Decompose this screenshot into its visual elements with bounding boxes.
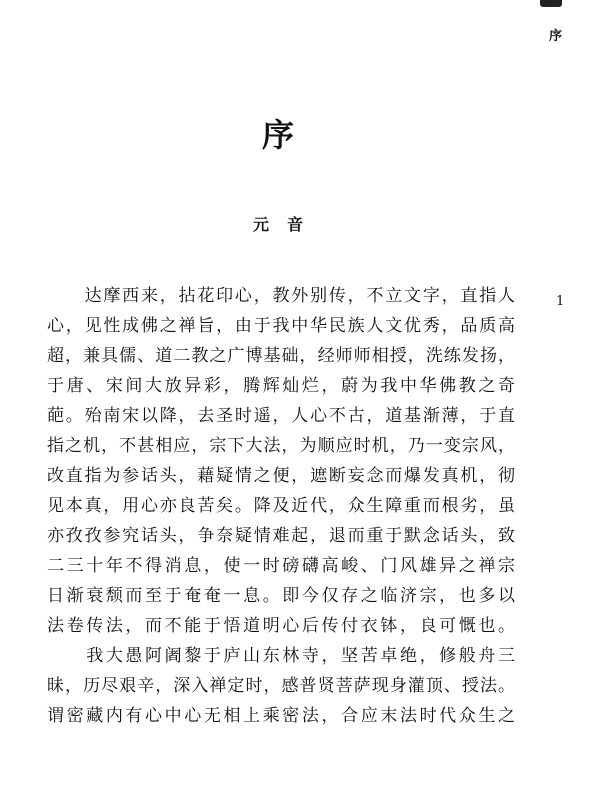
body-line: 亦孜孜参究话头，争奈疑情难起，退而重于默念话头，致 [47,526,515,546]
body-text [47,281,515,731]
body-line: 于唐、宋间大放异彩，腾辉灿烂，蔚为我中华佛教之奇 [47,376,515,396]
body-line: 葩。殆南宋以降，去圣时遥，人心不古，道基渐薄，于直 [47,406,515,426]
body-line: 改直指为参话头，藉疑情之便，遮断妄念而爆发真机，彻 [47,466,515,486]
body-line: 心，见性成佛之禅旨，由于我中华民族人文优秀，品质高 [47,316,515,336]
body-line: 见本真，用心亦良苦矣。降及近代，众生障重而根劣，虽 [47,496,515,516]
body-line: 二三十年不得消息，使一时磅礴高峻、门风雄异之禅宗 [47,556,515,576]
author-name: 元音 [252,215,321,234]
body-line: 法卷传法，而不能于悟道明心后传付衣钵，良可慨也。 [47,616,515,636]
body-line: 谓密藏内有心中心无相上乘密法，合应末法时代众生之 [47,706,515,726]
running-header: 序 [549,29,563,44]
body-line: 达摩西来，拈花印心，教外别传，不立文字，直指人 [47,286,515,306]
body-line: 日渐衰颓而至于奄奄一息。即今仅存之临济宗，也多以 [47,586,515,606]
body-line: 超，兼具儒、道二教之广博基础，经师师相授，洗练发扬， [47,346,515,366]
body-line: 指之机，不甚相应，宗下大法，为顺应时机，乃一变宗风， [47,436,515,456]
chapter-title: 序 [261,116,294,154]
body-line: 昧，历尽艰辛，深入禅定时，感普贤菩萨现身灌顶、授法。 [47,676,515,696]
page-number: 1 [556,294,565,309]
body-line: 我大愚阿阇黎于庐山东林寺，坚苦卓绝，修般舟三 [47,646,515,666]
page-corner-mark [540,0,562,7]
